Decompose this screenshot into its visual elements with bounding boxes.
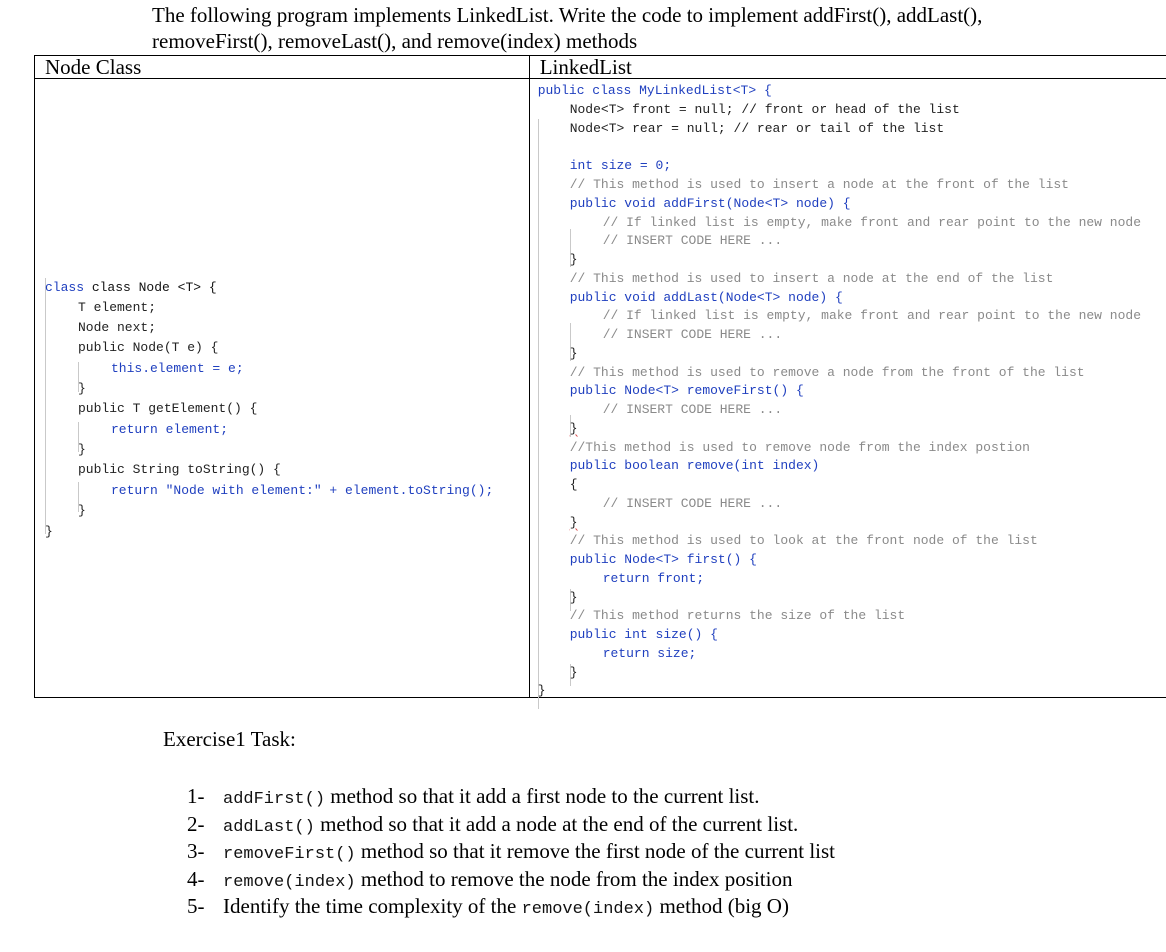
code-text: return "Node with element:" + element.toString(); xyxy=(111,483,494,498)
code-line xyxy=(570,456,820,475)
code-line xyxy=(570,381,804,400)
code-line xyxy=(78,318,156,337)
task-number: 4- xyxy=(187,866,205,891)
code-line xyxy=(570,475,578,494)
code-text: } xyxy=(569,252,578,267)
code-text: return size; xyxy=(602,646,697,661)
code-text: } xyxy=(569,346,578,361)
code-line xyxy=(111,420,228,439)
task-code: addFirst() xyxy=(223,790,326,809)
code-text: // This method is used to insert a node at the front of the list xyxy=(569,177,1069,192)
code-line xyxy=(570,625,718,644)
code-text: public boolean remove(int index) xyxy=(569,458,820,473)
code-text: public Node<T> removeFirst() { xyxy=(569,383,804,398)
code-line xyxy=(570,531,1038,550)
task-number: 5- xyxy=(187,894,205,918)
code-line xyxy=(570,194,851,213)
code-line xyxy=(570,438,1030,457)
code-text: } xyxy=(78,442,86,457)
code-line xyxy=(570,269,1054,288)
code-line xyxy=(78,501,86,520)
node-class-cell xyxy=(35,79,530,698)
code-line xyxy=(570,119,944,138)
code-text: public String toString() { xyxy=(78,462,281,477)
code-line xyxy=(111,359,244,378)
code-line xyxy=(570,513,578,532)
code-line xyxy=(603,400,782,419)
code-text: public class MyLinkedList<T> { xyxy=(537,83,772,98)
code-text: // INSERT CODE HERE ... xyxy=(602,327,783,342)
code-text: public int size() { xyxy=(569,627,718,642)
code-line xyxy=(538,681,546,700)
intro-text xyxy=(152,2,1152,54)
code-table xyxy=(34,55,1166,698)
code-text: public void addLast(Node<T> node) { xyxy=(569,290,843,305)
task-text: method so that it add a first node to the current list. xyxy=(325,784,760,808)
code-text: return element; xyxy=(111,422,229,437)
code-text: } xyxy=(569,590,578,605)
code-line: class class Node <T> { xyxy=(45,280,217,295)
task-code: addLast() xyxy=(223,817,315,837)
code-line xyxy=(570,344,578,363)
code-line xyxy=(78,440,86,459)
code-line xyxy=(570,175,1069,194)
code-text: // If linked list is empty, make front and rear point to the new node xyxy=(602,215,1141,230)
code-line xyxy=(603,213,1141,232)
code-line xyxy=(603,644,697,663)
task-list xyxy=(187,783,835,921)
indent-guide xyxy=(538,119,539,709)
task-text: method so that it add a node at the end of the current list. xyxy=(314,811,799,836)
code-text: class Node <T> { xyxy=(91,280,217,295)
code-text: T element; xyxy=(78,300,157,315)
list-item xyxy=(187,893,835,921)
code-text: { xyxy=(569,477,578,492)
code-line xyxy=(603,325,782,344)
code-line xyxy=(570,606,905,625)
list-item xyxy=(187,783,835,811)
code-text: } xyxy=(569,421,578,436)
code-text: Node next; xyxy=(78,320,157,335)
indent-guide xyxy=(45,278,46,534)
task-text: method to remove the node from the index position xyxy=(355,866,793,891)
code-line xyxy=(570,550,757,569)
code-line xyxy=(570,100,960,119)
code-text: // This method is used to remove a node from the front of the list xyxy=(569,365,1085,380)
task-text: method (big O) xyxy=(654,894,789,918)
code-line xyxy=(78,338,218,357)
code-line xyxy=(570,288,843,307)
code-text: } xyxy=(45,524,53,539)
exercise-title: Exercise1 Task: xyxy=(163,727,296,751)
task-code: remove(index) xyxy=(223,872,356,892)
task-number: 1- xyxy=(187,784,205,808)
code-text: // INSERT CODE HERE ... xyxy=(602,496,783,511)
list-item xyxy=(187,811,835,839)
task-code: remove(index) xyxy=(521,900,655,919)
code-text: return front; xyxy=(602,571,705,586)
code-line xyxy=(603,306,1141,325)
header-linkedlist: LinkedList xyxy=(529,56,1166,79)
intro-line-2: removeFirst(), removeLast(), and remove(index) methods xyxy=(152,29,638,53)
code-text: } xyxy=(569,665,578,680)
list-item xyxy=(187,838,835,866)
intro-line-1: The following program implements LinkedList. Write the code to implement addFirst(), addLast(), xyxy=(152,3,983,27)
code-line xyxy=(603,569,704,588)
code-text: } xyxy=(78,503,86,518)
code-text: } xyxy=(569,515,578,530)
code-text: public Node<T> first() { xyxy=(569,552,757,567)
code-text: public void addFirst(Node<T> node) { xyxy=(569,196,851,211)
code-text: int size = 0; xyxy=(569,158,672,173)
code-text: } xyxy=(537,683,546,698)
code-line xyxy=(570,156,671,175)
code-line xyxy=(78,379,86,398)
code-text: //This method is used to remove node from the index postion xyxy=(569,440,1030,455)
code-text: this.element = e; xyxy=(111,361,244,376)
code-line xyxy=(570,419,578,438)
code-line xyxy=(570,663,578,682)
code-text: // This method returns the size of the list xyxy=(569,608,906,623)
code-line xyxy=(78,298,156,317)
code-text: // INSERT CODE HERE ... xyxy=(602,402,783,417)
linkedlist-cell xyxy=(529,79,1166,698)
code-line xyxy=(538,81,772,100)
code-text: public T getElement() { xyxy=(78,401,258,416)
code-text: } xyxy=(78,381,86,396)
task-text: method so that it remove the first node of the current list xyxy=(355,839,836,863)
code-line xyxy=(570,363,1085,382)
code-line xyxy=(45,522,53,541)
task-text-pre: Identify the time complexity of the xyxy=(223,894,522,918)
code-text: // If linked list is empty, make front and rear point to the new node xyxy=(602,308,1141,323)
code-line xyxy=(603,494,782,513)
code-line xyxy=(78,399,257,418)
code-text: Node<T> rear = null; // rear or tail of the list xyxy=(569,121,945,136)
code-text: public Node(T e) { xyxy=(78,340,219,355)
code-line xyxy=(603,231,782,250)
task-number: 3- xyxy=(187,839,205,863)
code-line xyxy=(78,460,281,479)
list-item xyxy=(187,866,835,894)
task-code: removeFirst() xyxy=(223,845,356,864)
code-line xyxy=(570,588,578,607)
code-text: // This method is used to insert a node at the end of the list xyxy=(569,271,1054,286)
code-text: // This method is used to look at the front node of the list xyxy=(569,533,1038,548)
code-text: Node<T> front = null; // front or head of the list xyxy=(569,102,960,117)
code-line xyxy=(111,481,493,500)
code-text: // INSERT CODE HERE ... xyxy=(602,233,783,248)
code-line xyxy=(570,250,578,269)
header-node-class: Node Class xyxy=(35,56,530,79)
task-number: 2- xyxy=(187,811,205,836)
